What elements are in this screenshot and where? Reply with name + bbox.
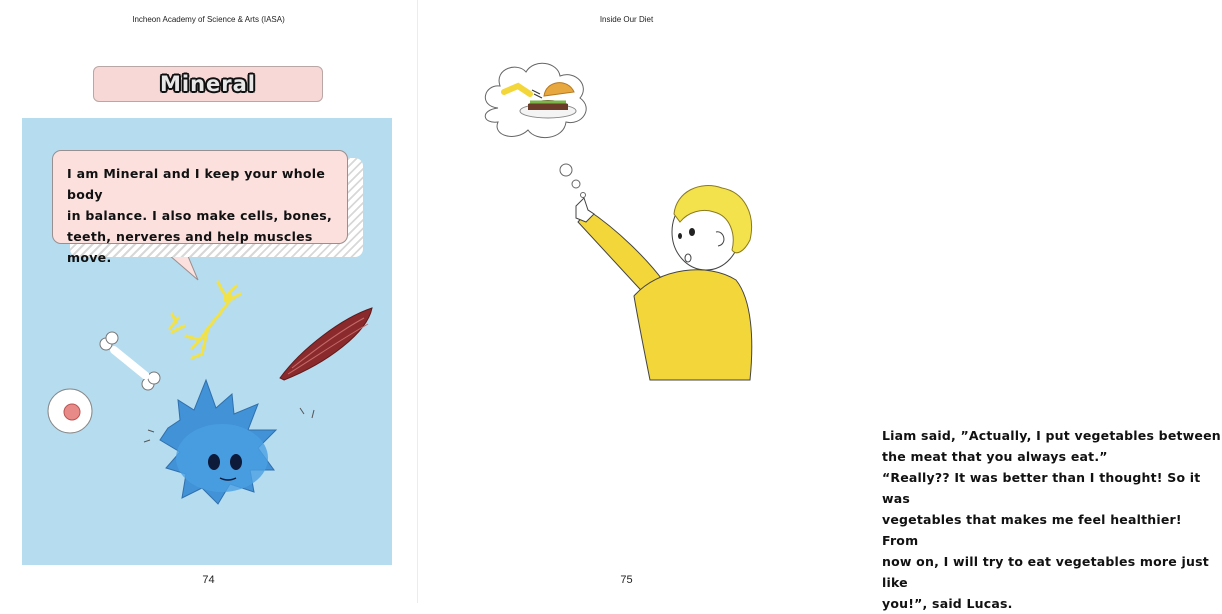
running-head-left: Incheon Academy of Science & Arts (IASA) xyxy=(132,15,285,24)
mineral-character-drawing xyxy=(144,380,314,504)
running-head-right: Inside Our Diet xyxy=(599,15,654,24)
page-number-left: 74 xyxy=(202,574,215,586)
story-line: now on, I will try to eat vegetables more just like xyxy=(882,554,1209,590)
boy-pointing-illustration xyxy=(418,0,835,420)
thought-cloud-drawing xyxy=(485,63,586,197)
eye xyxy=(678,233,682,239)
speech-bubble-text xyxy=(67,163,337,268)
bone-drawing xyxy=(100,332,160,390)
story-line: the meat that you always eat.” xyxy=(882,449,1108,464)
bubble-line: in balance. I also make cells, bones, xyxy=(67,208,333,223)
story-line: vegetables that makes me feel healthier! From xyxy=(882,512,1182,548)
speech-bubble xyxy=(52,150,348,265)
shirt xyxy=(634,270,752,380)
story-line: Liam said, ”Actually, I put vegetables between xyxy=(882,428,1221,443)
page-title: Mineral xyxy=(159,72,256,96)
story-line: “Really?? It was better than I thought! So it was xyxy=(882,470,1201,506)
cell-drawing xyxy=(48,389,92,433)
left-page xyxy=(0,0,417,603)
bubble-line: teeth, nerveres and help muscles move. xyxy=(67,229,313,265)
page-number-right: 75 xyxy=(620,574,633,586)
eye xyxy=(689,228,695,236)
mouth xyxy=(685,254,691,262)
bubble-line: I am Mineral and I keep your whole body xyxy=(67,166,326,202)
muscle-drawing xyxy=(280,308,372,380)
title-box xyxy=(93,66,323,102)
story-text xyxy=(882,425,1222,614)
right-page xyxy=(418,0,1221,611)
story-line: you!”, said Lucas. xyxy=(882,596,1013,611)
nerve-cell-body xyxy=(223,293,233,303)
